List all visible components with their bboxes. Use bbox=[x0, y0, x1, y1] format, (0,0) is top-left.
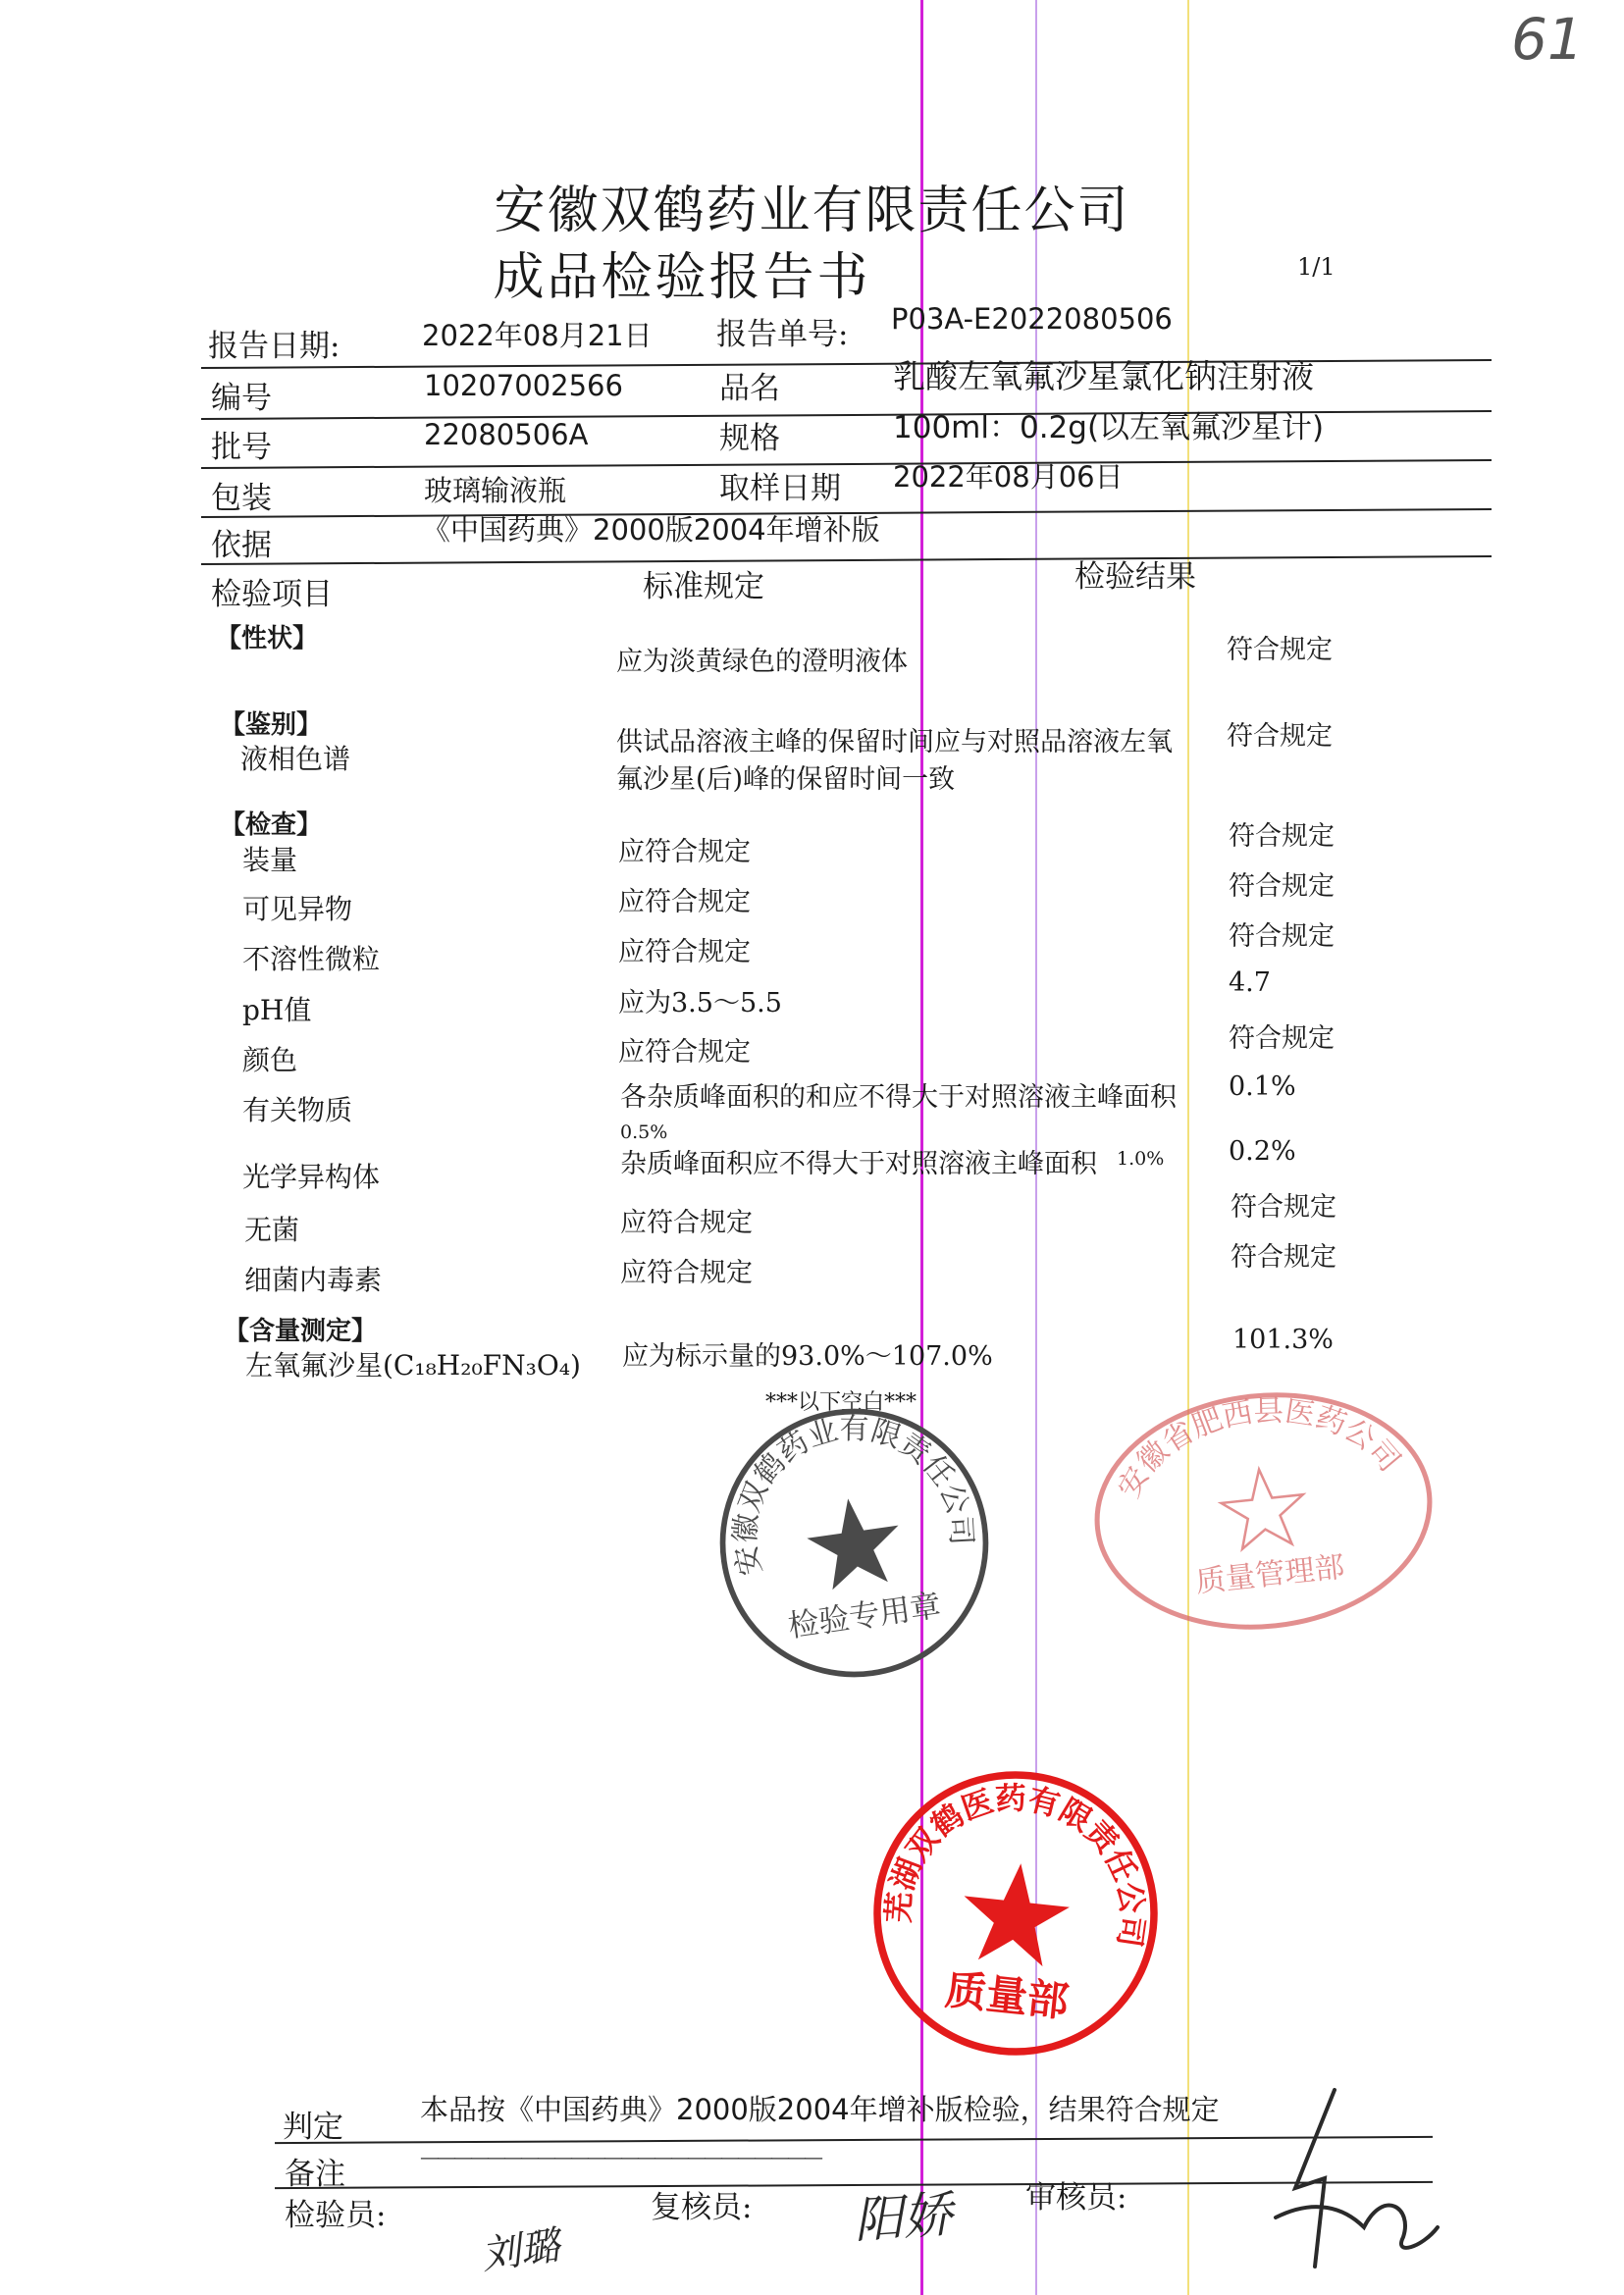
endotoxin-standard: 应符合规定 bbox=[620, 1258, 753, 1288]
ph-standard: 应为3.5～5.5 bbox=[618, 988, 782, 1018]
scan-line-yellow bbox=[1187, 0, 1189, 2295]
svg-text:安徽双鹤药业有限责任公司: 安徽双鹤药业有限责任公司 bbox=[728, 1412, 978, 1579]
package-label: 包装 bbox=[211, 481, 272, 516]
remark-label: 备注 bbox=[285, 2157, 345, 2192]
code-label: 编号 bbox=[211, 381, 272, 416]
optical-result: 0.2% bbox=[1229, 1136, 1296, 1167]
visible-standard: 应符合规定 bbox=[618, 887, 751, 917]
hplc-result: 符合规定 bbox=[1227, 721, 1333, 752]
section-assay: 【含量测定】 bbox=[224, 1317, 378, 1346]
rule-3 bbox=[201, 459, 1492, 469]
product-name: 乳酸左氧氟沙星氯化钠注射液 bbox=[893, 357, 1314, 395]
ph-result: 4.7 bbox=[1229, 967, 1271, 998]
svg-text:检验专用章: 检验专用章 bbox=[785, 1588, 944, 1644]
approver-signature bbox=[1256, 2080, 1442, 2276]
col-standard-header: 标准规定 bbox=[643, 569, 764, 604]
company-name: 安徽双鹤药业有限责任公司 bbox=[494, 182, 1130, 240]
visible-item: 可见异物 bbox=[242, 893, 353, 925]
batch-label: 批号 bbox=[211, 430, 272, 465]
hplc-item: 液相色谱 bbox=[240, 743, 351, 775]
assay-result: 101.3% bbox=[1232, 1325, 1334, 1355]
report-date-label: 报告日期: bbox=[208, 329, 341, 364]
reviewer-signature: 阳娇 bbox=[852, 2185, 955, 2250]
particles-result: 符合规定 bbox=[1229, 921, 1335, 952]
sterile-standard: 应符合规定 bbox=[620, 1208, 753, 1238]
document-title: 成品检验报告书 bbox=[493, 248, 871, 307]
sample-date: 2022年08月06日 bbox=[893, 460, 1124, 494]
svg-text:质量部: 质量部 bbox=[942, 1965, 1072, 2026]
fill-standard: 应符合规定 bbox=[618, 837, 751, 867]
sterile-item: 无菌 bbox=[244, 1214, 300, 1246]
color-item: 颜色 bbox=[242, 1044, 298, 1076]
fill-result: 符合规定 bbox=[1229, 821, 1335, 852]
svg-text:质量管理部: 质量管理部 bbox=[1193, 1549, 1346, 1600]
col-result-header: 检验结果 bbox=[1074, 559, 1196, 595]
section-tests: 【检查】 bbox=[220, 810, 323, 840]
section-identification: 【鉴别】 bbox=[220, 710, 323, 740]
inspector-label: 检验员: bbox=[285, 2198, 387, 2233]
rule-5 bbox=[201, 555, 1492, 565]
appearance-result: 符合规定 bbox=[1227, 635, 1333, 665]
endotoxin-result: 符合规定 bbox=[1231, 1242, 1336, 1273]
package: 玻璃输液瓶 bbox=[424, 474, 567, 507]
batch: 22080506A bbox=[424, 418, 589, 451]
optical-item: 光学异构体 bbox=[242, 1161, 381, 1193]
svg-text:安徽省肥西县医药公司: 安徽省肥西县医药公司 bbox=[1111, 1394, 1407, 1504]
endotoxin-item: 细菌内毒素 bbox=[244, 1264, 383, 1296]
inspector-signature: 刘璐 bbox=[478, 2222, 563, 2279]
basis: 《中国药典》2000版2004年增补版 bbox=[422, 513, 880, 547]
particles-standard: 应符合规定 bbox=[618, 937, 751, 967]
related-item: 有关物质 bbox=[242, 1094, 353, 1126]
report-no: P03A-E2022080506 bbox=[891, 302, 1173, 336]
basis-label: 依据 bbox=[211, 528, 272, 563]
spec: 100ml：0.2g(以左氧氟沙星计) bbox=[893, 410, 1325, 445]
color-standard: 应符合规定 bbox=[618, 1037, 751, 1068]
hplc-standard-line1: 供试品溶液主峰的保留时间应与对照品溶液左氧 bbox=[616, 727, 1173, 757]
page-number: 1/1 bbox=[1297, 253, 1336, 281]
blank-below-note: ***以下空白*** bbox=[765, 1390, 917, 1415]
appearance-standard: 应为淡黄绿色的澄明液体 bbox=[616, 647, 908, 677]
page-corner-number: 61 bbox=[1511, 6, 1584, 73]
product-label: 品名 bbox=[719, 371, 780, 406]
hplc-standard-line2: 氟沙星(后)峰的保留时间一致 bbox=[616, 764, 956, 795]
pharmacy-company-stamp bbox=[1077, 1371, 1449, 1651]
svg-text:芜湖双鹤医药有限责任公司: 芜湖双鹤医药有限责任公司 bbox=[880, 1780, 1151, 1950]
sample-date-label: 取样日期 bbox=[719, 471, 841, 506]
related-standard-line2: 0.5% bbox=[620, 1121, 668, 1143]
section-appearance: 【性状】 bbox=[216, 624, 319, 653]
optical-standard-limit: 1.0% bbox=[1117, 1148, 1165, 1170]
visible-result: 符合规定 bbox=[1229, 871, 1335, 902]
optical-standard: 杂质峰面积应不得大于对照溶液主峰面积 bbox=[620, 1149, 1097, 1179]
remark-value: ———————————————————————— bbox=[420, 2145, 820, 2168]
ph-item: pH值 bbox=[242, 994, 312, 1026]
inspection-seal-stamp bbox=[697, 1385, 1013, 1701]
particles-item: 不溶性微粒 bbox=[242, 943, 381, 975]
report-date: 2022年08月21日 bbox=[422, 319, 653, 352]
report-no-label: 报告单号: bbox=[716, 317, 849, 352]
fill-item: 装量 bbox=[242, 844, 298, 876]
reviewer-label: 复核员: bbox=[651, 2190, 753, 2225]
spec-label: 规格 bbox=[719, 421, 780, 456]
related-result: 0.1% bbox=[1229, 1071, 1296, 1102]
code: 10207002566 bbox=[424, 369, 623, 402]
color-result: 符合规定 bbox=[1229, 1023, 1335, 1054]
related-standard-line1: 各杂质峰面积的和应不得大于对照溶液主峰面积 bbox=[620, 1082, 1177, 1113]
sterile-result: 符合规定 bbox=[1231, 1192, 1336, 1223]
conclusion-label: 判定 bbox=[283, 2110, 343, 2145]
approver-label: 审核员: bbox=[1025, 2180, 1127, 2216]
col-item-header: 检验项目 bbox=[211, 577, 333, 612]
quality-dept-stamp bbox=[854, 1751, 1178, 2075]
assay-item: 左氧氟沙星(C₁₈H₂₀FN₃O₄) bbox=[245, 1349, 581, 1382]
assay-standard: 应为标示量的93.0%～107.0% bbox=[622, 1341, 993, 1372]
conclusion: 本品按《中国药典》2000版2004年增补版检验，结果符合规定 bbox=[420, 2093, 1220, 2126]
